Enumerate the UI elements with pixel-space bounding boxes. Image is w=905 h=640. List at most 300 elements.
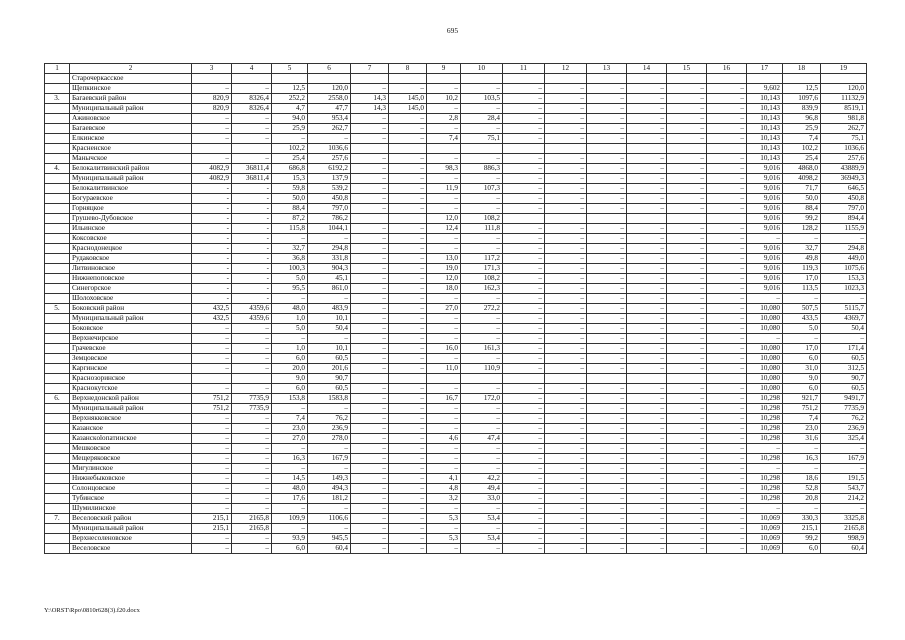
value-cell: – bbox=[503, 174, 545, 184]
value-cell: 294,8 bbox=[821, 244, 867, 254]
value-cell: – bbox=[503, 304, 545, 314]
table-row bbox=[45, 264, 867, 274]
value-cell: 10,143 bbox=[747, 114, 783, 124]
value-cell: – bbox=[545, 254, 587, 264]
value-cell: – bbox=[667, 404, 707, 414]
value-cell: – bbox=[821, 234, 867, 244]
value-cell: – bbox=[707, 424, 747, 434]
value-cell: – bbox=[351, 364, 389, 374]
value-cell: – bbox=[707, 174, 747, 184]
value-cell: – bbox=[587, 244, 627, 254]
value-cell: 1023,3 bbox=[821, 284, 867, 294]
value-cell: – bbox=[627, 484, 667, 494]
settlement-name-cell: Нижнебыковское bbox=[70, 474, 192, 484]
value-cell: 262,7 bbox=[821, 124, 867, 134]
value-cell: – bbox=[503, 474, 545, 484]
value-cell: – bbox=[707, 434, 747, 444]
value-cell bbox=[427, 374, 461, 384]
value-cell: – bbox=[627, 424, 667, 434]
settlement-name-cell: Манычское bbox=[70, 154, 192, 164]
value-cell bbox=[351, 214, 389, 224]
value-cell: 12,4 bbox=[427, 224, 461, 234]
value-cell: – bbox=[461, 104, 503, 114]
value-cell: – bbox=[627, 124, 667, 134]
value-cell: 9,602 bbox=[747, 84, 783, 94]
value-cell: – bbox=[545, 544, 587, 554]
value-cell: – bbox=[427, 154, 461, 164]
value-cell: – bbox=[427, 454, 461, 464]
table-row bbox=[45, 174, 867, 184]
settlement-name-cell: Краснозоринское bbox=[70, 374, 192, 384]
value-cell: – bbox=[627, 384, 667, 394]
value-cell: – bbox=[461, 314, 503, 324]
value-cell: – bbox=[389, 314, 427, 324]
value-cell: – bbox=[627, 394, 667, 404]
value-cell: – bbox=[747, 464, 783, 474]
value-cell: 162,3 bbox=[461, 284, 503, 294]
value-cell: 278,0 bbox=[308, 434, 351, 444]
value-cell: – bbox=[503, 114, 545, 124]
value-cell: – bbox=[627, 364, 667, 374]
row-index-cell bbox=[45, 114, 70, 124]
value-cell: – bbox=[587, 224, 627, 234]
value-cell: – bbox=[747, 234, 783, 244]
value-cell: – bbox=[389, 334, 427, 344]
value-cell: – bbox=[667, 284, 707, 294]
value-cell: – bbox=[707, 514, 747, 524]
value-cell bbox=[272, 74, 308, 84]
value-cell: 17,0 bbox=[783, 274, 821, 284]
value-cell bbox=[308, 74, 351, 84]
value-cell: 953,4 bbox=[308, 114, 351, 124]
value-cell: – bbox=[503, 384, 545, 394]
value-cell: – bbox=[545, 344, 587, 354]
value-cell: - bbox=[192, 274, 232, 284]
value-cell: – bbox=[747, 444, 783, 454]
value-cell: – bbox=[351, 234, 389, 244]
value-cell: 95,5 bbox=[272, 284, 308, 294]
value-cell: 117,2 bbox=[461, 254, 503, 264]
value-cell: – bbox=[747, 294, 783, 304]
value-cell: 103,5 bbox=[461, 94, 503, 104]
value-cell: 450,8 bbox=[821, 194, 867, 204]
value-cell: – bbox=[667, 84, 707, 94]
value-cell: – bbox=[587, 424, 627, 434]
value-cell: – bbox=[272, 234, 308, 244]
value-cell: 3325,8 bbox=[821, 514, 867, 524]
value-cell: 7735,9 bbox=[232, 394, 272, 404]
value-cell: – bbox=[351, 454, 389, 464]
value-cell: 7,4 bbox=[427, 134, 461, 144]
settlement-name-cell: Муниципальный район bbox=[70, 524, 192, 534]
value-cell: 11,0 bbox=[427, 364, 461, 374]
value-cell: – bbox=[627, 434, 667, 444]
value-cell: – bbox=[427, 384, 461, 394]
value-cell: – bbox=[627, 104, 667, 114]
value-cell: 10,080 bbox=[747, 354, 783, 364]
value-cell: – bbox=[707, 504, 747, 514]
value-cell: – bbox=[389, 464, 427, 474]
value-cell: – bbox=[707, 164, 747, 174]
value-cell: – bbox=[308, 504, 351, 514]
row-index-cell bbox=[45, 324, 70, 334]
value-cell: – bbox=[389, 84, 427, 94]
value-cell: – bbox=[627, 414, 667, 424]
value-cell: – bbox=[587, 464, 627, 474]
value-cell bbox=[587, 214, 627, 224]
value-cell: – bbox=[587, 544, 627, 554]
value-cell: – bbox=[627, 444, 667, 454]
value-cell: - bbox=[192, 184, 232, 194]
value-cell: – bbox=[232, 124, 272, 134]
value-cell: – bbox=[545, 264, 587, 274]
value-cell: – bbox=[351, 354, 389, 364]
value-cell: 36811,4 bbox=[232, 164, 272, 174]
value-cell: 60,5 bbox=[821, 384, 867, 394]
value-cell: – bbox=[587, 284, 627, 294]
column-number-13: 13 bbox=[587, 64, 627, 74]
value-cell: – bbox=[232, 344, 272, 354]
row-index-cell bbox=[45, 524, 70, 534]
value-cell: – bbox=[545, 224, 587, 234]
value-cell: – bbox=[427, 464, 461, 474]
value-cell: 31,6 bbox=[783, 434, 821, 444]
value-cell: 4,8 bbox=[427, 484, 461, 494]
value-cell: – bbox=[707, 204, 747, 214]
value-cell: 76,2 bbox=[821, 414, 867, 424]
value-cell: – bbox=[427, 404, 461, 414]
value-cell: 17,0 bbox=[783, 344, 821, 354]
value-cell: – bbox=[707, 464, 747, 474]
settlement-name-cell: Верхнедонской район bbox=[70, 394, 192, 404]
value-cell: – bbox=[308, 234, 351, 244]
value-cell: – bbox=[503, 464, 545, 474]
value-cell: – bbox=[545, 94, 587, 104]
value-cell: – bbox=[503, 514, 545, 524]
value-cell: – bbox=[707, 304, 747, 314]
column-number-14: 14 bbox=[627, 64, 667, 74]
value-cell: – bbox=[503, 284, 545, 294]
value-cell: 904,3 bbox=[308, 264, 351, 274]
table-row bbox=[45, 184, 867, 194]
value-cell: 145,0 bbox=[389, 104, 427, 114]
table-row bbox=[45, 204, 867, 214]
value-cell: – bbox=[427, 334, 461, 344]
value-cell: 10,1 bbox=[308, 344, 351, 354]
value-cell: – bbox=[627, 324, 667, 334]
value-cell: – bbox=[351, 524, 389, 534]
value-cell: 1,0 bbox=[272, 314, 308, 324]
value-cell: – bbox=[587, 234, 627, 244]
value-cell: – bbox=[707, 494, 747, 504]
value-cell: 10,080 bbox=[747, 314, 783, 324]
value-cell bbox=[192, 144, 232, 154]
value-cell: 1583,8 bbox=[308, 394, 351, 404]
table-row bbox=[45, 324, 867, 334]
value-cell: - bbox=[192, 204, 232, 214]
value-cell: – bbox=[192, 494, 232, 504]
value-cell: 49,4 bbox=[461, 484, 503, 494]
value-cell: – bbox=[707, 394, 747, 404]
value-cell: – bbox=[427, 524, 461, 534]
table-row bbox=[45, 234, 867, 244]
value-cell: – bbox=[389, 234, 427, 244]
value-cell: 12,5 bbox=[272, 84, 308, 94]
value-cell: – bbox=[503, 504, 545, 514]
row-index-cell bbox=[45, 124, 70, 134]
value-cell: 272,2 bbox=[461, 304, 503, 314]
settlement-name-cell: Верхнесоленовское bbox=[70, 534, 192, 544]
value-cell: – bbox=[587, 84, 627, 94]
value-cell: – bbox=[587, 524, 627, 534]
value-cell: – bbox=[427, 104, 461, 114]
value-cell: – bbox=[351, 304, 389, 314]
value-cell: – bbox=[707, 354, 747, 364]
value-cell: – bbox=[232, 324, 272, 334]
value-cell: – bbox=[707, 274, 747, 284]
value-cell: – bbox=[232, 454, 272, 464]
value-cell: – bbox=[627, 194, 667, 204]
value-cell: – bbox=[587, 504, 627, 514]
settlement-name-cell: Боковский район bbox=[70, 304, 192, 314]
value-cell: – bbox=[389, 274, 427, 284]
value-cell: – bbox=[783, 334, 821, 344]
value-cell bbox=[707, 144, 747, 154]
row-index-cell bbox=[45, 464, 70, 474]
value-cell: – bbox=[389, 544, 427, 554]
value-cell: – bbox=[667, 204, 707, 214]
value-cell: 4,7 bbox=[272, 104, 308, 114]
value-cell bbox=[389, 374, 427, 384]
value-cell: - bbox=[192, 214, 232, 224]
value-cell: – bbox=[351, 84, 389, 94]
value-cell: 5,3 bbox=[427, 514, 461, 524]
value-cell: – bbox=[545, 504, 587, 514]
value-cell: – bbox=[545, 464, 587, 474]
value-cell: 839,9 bbox=[783, 104, 821, 114]
value-cell: 10,080 bbox=[747, 364, 783, 374]
value-cell: 11132,9 bbox=[821, 94, 867, 104]
value-cell: – bbox=[667, 394, 707, 404]
settlement-name-cell: Казанское bbox=[70, 424, 192, 434]
value-cell: – bbox=[747, 504, 783, 514]
row-index-cell bbox=[45, 174, 70, 184]
value-cell: - bbox=[232, 284, 272, 294]
value-cell: – bbox=[351, 284, 389, 294]
value-cell: – bbox=[587, 194, 627, 204]
value-cell: 50,4 bbox=[821, 324, 867, 334]
value-cell: – bbox=[232, 134, 272, 144]
column-number-11: 11 bbox=[503, 64, 545, 74]
value-cell: 161,3 bbox=[461, 344, 503, 354]
value-cell: – bbox=[667, 224, 707, 234]
value-cell bbox=[627, 214, 667, 224]
value-cell: – bbox=[389, 454, 427, 464]
value-cell: – bbox=[351, 514, 389, 524]
value-cell: – bbox=[351, 444, 389, 454]
value-cell: 48,0 bbox=[272, 484, 308, 494]
value-cell bbox=[545, 214, 587, 224]
value-cell: – bbox=[461, 294, 503, 304]
value-cell: – bbox=[707, 414, 747, 424]
value-cell bbox=[545, 374, 587, 384]
value-cell: – bbox=[545, 384, 587, 394]
row-index-cell: 3. bbox=[45, 94, 70, 104]
value-cell: – bbox=[587, 434, 627, 444]
value-cell: – bbox=[667, 134, 707, 144]
value-cell: – bbox=[627, 294, 667, 304]
row-index-cell bbox=[45, 134, 70, 144]
value-cell: – bbox=[545, 134, 587, 144]
value-cell: – bbox=[503, 234, 545, 244]
value-cell: – bbox=[427, 414, 461, 424]
value-cell: – bbox=[821, 444, 867, 454]
value-cell: – bbox=[192, 484, 232, 494]
value-cell: – bbox=[627, 164, 667, 174]
settlement-name-cell: Земцовское bbox=[70, 354, 192, 364]
value-cell: – bbox=[545, 444, 587, 454]
value-cell: – bbox=[427, 314, 461, 324]
value-cell: 167,9 bbox=[821, 454, 867, 464]
value-cell: – bbox=[627, 134, 667, 144]
value-cell: 10,143 bbox=[747, 104, 783, 114]
table-row bbox=[45, 544, 867, 554]
value-cell: – bbox=[707, 474, 747, 484]
value-cell: 59,8 bbox=[272, 184, 308, 194]
settlement-name-cell: Мигулинское bbox=[70, 464, 192, 474]
value-cell: 1,0 bbox=[272, 344, 308, 354]
value-cell: 48,0 bbox=[272, 304, 308, 314]
value-cell: – bbox=[627, 494, 667, 504]
value-cell: 32,7 bbox=[272, 244, 308, 254]
value-cell: – bbox=[667, 234, 707, 244]
value-cell: 433,5 bbox=[783, 314, 821, 324]
value-cell: – bbox=[707, 364, 747, 374]
value-cell: – bbox=[667, 414, 707, 424]
value-cell: 2165,8 bbox=[232, 524, 272, 534]
row-index-cell bbox=[45, 144, 70, 154]
value-cell: – bbox=[707, 244, 747, 254]
table-row bbox=[45, 384, 867, 394]
value-cell: – bbox=[627, 514, 667, 524]
value-cell: 88,4 bbox=[783, 204, 821, 214]
value-cell: 98,3 bbox=[427, 164, 461, 174]
value-cell: 7735,9 bbox=[232, 404, 272, 414]
value-cell: – bbox=[587, 384, 627, 394]
settlement-name-cell: Тубинское bbox=[70, 494, 192, 504]
value-cell: 153,3 bbox=[821, 274, 867, 284]
value-cell: – bbox=[389, 474, 427, 484]
value-cell: – bbox=[627, 174, 667, 184]
value-cell: – bbox=[232, 544, 272, 554]
table-row bbox=[45, 394, 867, 404]
settlement-name-cell: Верхнечирское bbox=[70, 334, 192, 344]
value-cell: 9,016 bbox=[747, 204, 783, 214]
value-cell: 111,8 bbox=[461, 224, 503, 234]
value-cell: – bbox=[351, 184, 389, 194]
value-cell: – bbox=[192, 344, 232, 354]
value-cell: – bbox=[389, 174, 427, 184]
value-cell: 10,298 bbox=[747, 424, 783, 434]
value-cell: 153,8 bbox=[272, 394, 308, 404]
value-cell: – bbox=[503, 194, 545, 204]
value-cell: – bbox=[192, 544, 232, 554]
value-cell: 33,0 bbox=[461, 494, 503, 504]
settlement-name-cell: Елкинское bbox=[70, 134, 192, 144]
table-row bbox=[45, 334, 867, 344]
value-cell: 27,0 bbox=[427, 304, 461, 314]
value-cell: – bbox=[587, 274, 627, 284]
value-cell: 325,4 bbox=[821, 434, 867, 444]
value-cell: – bbox=[587, 414, 627, 424]
value-cell: – bbox=[192, 434, 232, 444]
table-row bbox=[45, 224, 867, 234]
value-cell: – bbox=[308, 524, 351, 534]
value-cell: – bbox=[707, 184, 747, 194]
table-row bbox=[45, 464, 867, 474]
value-cell: 5,0 bbox=[272, 274, 308, 284]
table-row bbox=[45, 274, 867, 284]
value-cell: 120,0 bbox=[821, 84, 867, 94]
value-cell: – bbox=[667, 354, 707, 364]
value-cell: – bbox=[427, 84, 461, 94]
value-cell: 4868,0 bbox=[783, 164, 821, 174]
value-cell: – bbox=[587, 534, 627, 544]
value-cell: 751,2 bbox=[192, 394, 232, 404]
value-cell: – bbox=[627, 314, 667, 324]
value-cell: – bbox=[389, 324, 427, 334]
value-cell: – bbox=[503, 494, 545, 504]
value-cell: – bbox=[587, 364, 627, 374]
value-cell: 50,0 bbox=[272, 194, 308, 204]
value-cell: 4082,9 bbox=[192, 174, 232, 184]
value-cell: – bbox=[627, 544, 667, 554]
value-cell: – bbox=[351, 414, 389, 424]
value-cell: – bbox=[272, 334, 308, 344]
value-cell: 751,2 bbox=[192, 404, 232, 414]
value-cell: – bbox=[389, 344, 427, 354]
value-cell bbox=[587, 74, 627, 84]
value-cell: – bbox=[667, 424, 707, 434]
value-cell: – bbox=[351, 194, 389, 204]
value-cell: 15,3 bbox=[272, 174, 308, 184]
column-number-6: 6 bbox=[308, 64, 351, 74]
value-cell: 686,8 bbox=[272, 164, 308, 174]
row-index-cell bbox=[45, 264, 70, 274]
value-cell: 18,0 bbox=[427, 284, 461, 294]
value-cell: – bbox=[667, 444, 707, 454]
value-cell: – bbox=[351, 124, 389, 134]
row-index-cell bbox=[45, 204, 70, 214]
value-cell: – bbox=[389, 514, 427, 524]
value-cell: 171,4 bbox=[821, 344, 867, 354]
value-cell: – bbox=[351, 274, 389, 284]
value-cell: – bbox=[627, 224, 667, 234]
value-cell: – bbox=[232, 444, 272, 454]
row-index-cell bbox=[45, 184, 70, 194]
value-cell: – bbox=[545, 394, 587, 404]
value-cell bbox=[351, 144, 389, 154]
value-cell: 10,1 bbox=[308, 314, 351, 324]
value-cell: – bbox=[389, 264, 427, 274]
value-cell: – bbox=[389, 164, 427, 174]
table-header-row bbox=[45, 64, 867, 74]
column-number-17: 17 bbox=[747, 64, 783, 74]
value-cell: 797,0 bbox=[821, 204, 867, 214]
value-cell: 10,080 bbox=[747, 324, 783, 334]
value-cell: – bbox=[783, 234, 821, 244]
column-number-5: 5 bbox=[272, 64, 308, 74]
